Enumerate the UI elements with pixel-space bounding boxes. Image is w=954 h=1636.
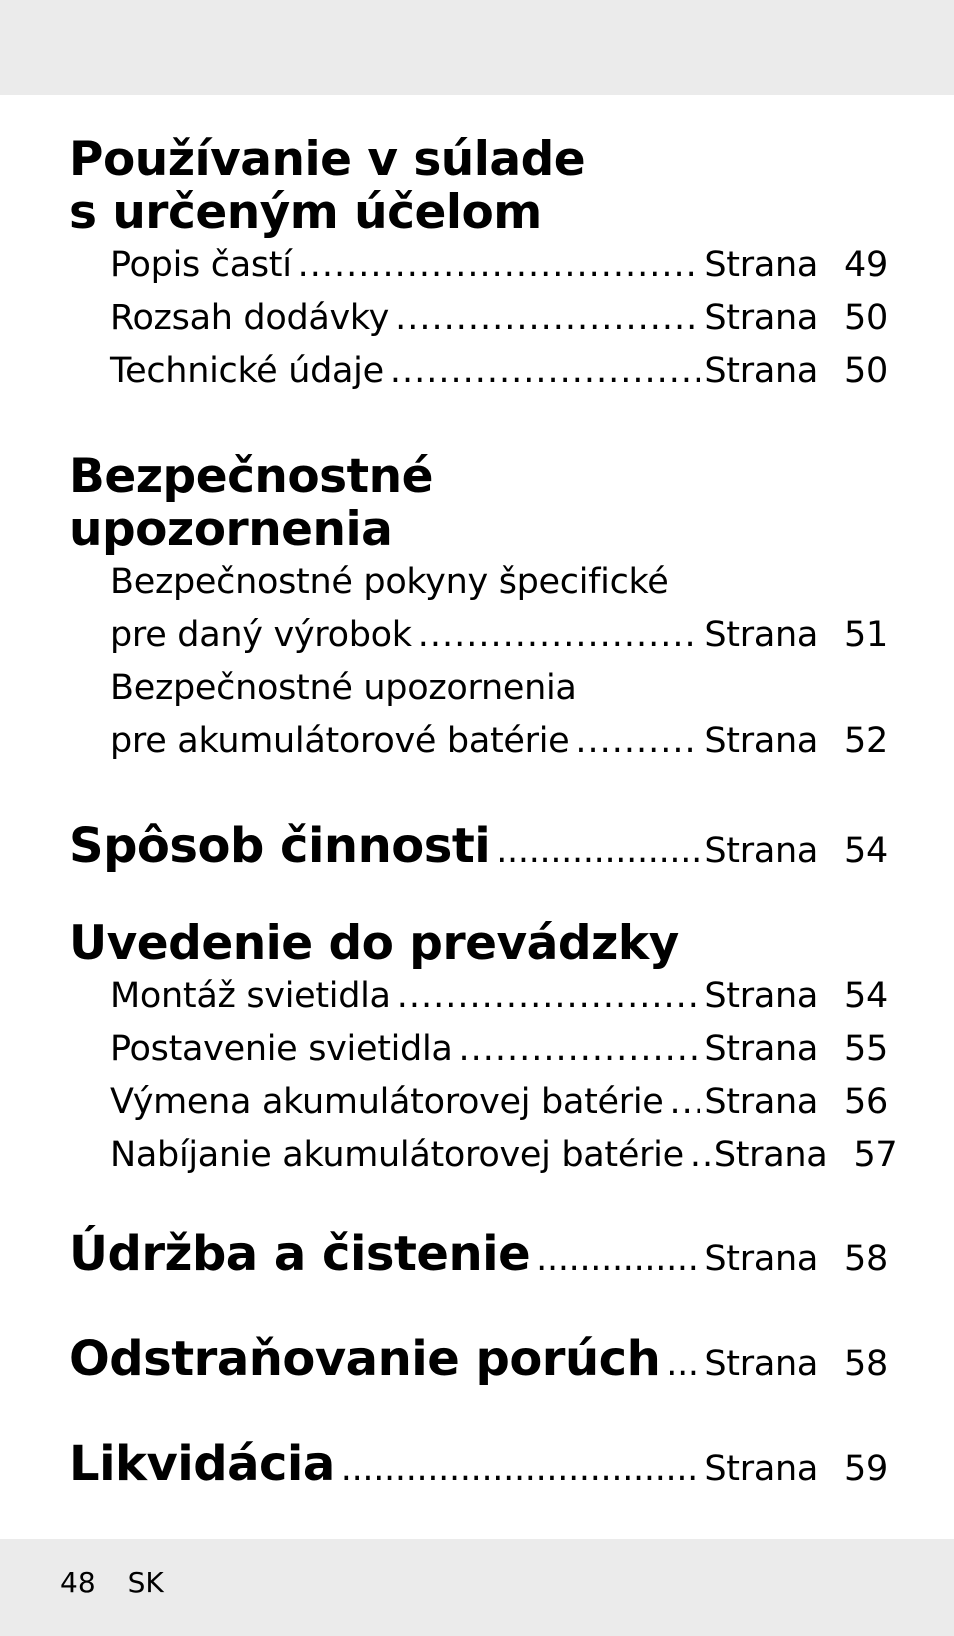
entry-page-number: 50	[844, 298, 888, 338]
dot-leader	[390, 345, 701, 398]
section-title: Používanie v súlade s určeným účelom	[69, 132, 586, 240]
dot-leader	[575, 715, 700, 768]
toc-section-startup	[69, 916, 898, 1182]
entry-label: Nabíjanie akumulátorovej batérie	[110, 1135, 684, 1175]
toc-entry[interactable]	[110, 292, 888, 345]
toc-entry[interactable]	[110, 1023, 888, 1076]
entry-label-line1: Bezpečnostné pokyny špecifické	[110, 562, 669, 602]
entry-page-word: Strana	[704, 1082, 818, 1122]
entry-page-number: 56	[844, 1082, 888, 1122]
entry-page-word: Strana	[704, 1344, 818, 1384]
entry-page-word: Strana	[704, 831, 818, 871]
section-title: Spôsob činnosti	[69, 818, 491, 874]
table-of-contents	[69, 132, 898, 1492]
entry-page-number: 51	[844, 615, 888, 655]
section-title: Bezpečnostné upozornenia	[69, 449, 433, 557]
entry-page-number: 58	[844, 1344, 888, 1384]
dot-leader	[418, 609, 701, 662]
entry-page-word: Strana	[704, 976, 818, 1016]
entry-page-word: Strana	[704, 1029, 818, 1069]
toc-entry-line1[interactable]	[110, 662, 884, 715]
entry-page-word: Strana	[704, 351, 818, 391]
dot-leader	[690, 1129, 710, 1182]
toc-section-safety	[69, 449, 888, 768]
section-title: Uvedenie do prevádzky	[69, 916, 679, 971]
toc-entry[interactable]	[110, 239, 888, 292]
entry-page-number: 58	[844, 1239, 888, 1279]
dot-leader	[395, 292, 700, 345]
entry-page-number: 57	[853, 1135, 898, 1175]
toc-section-maintenance[interactable]	[69, 1226, 888, 1282]
entry-label: Postavenie svietidla	[110, 1029, 453, 1069]
entry-label: Rozsah dodávky	[110, 298, 390, 338]
dot-leader	[670, 1076, 701, 1129]
entry-label-line1: Bezpečnostné upozornenia	[110, 668, 577, 708]
section-title: Odstraňovanie porúch	[69, 1331, 661, 1387]
toc-section-intended-use	[69, 132, 888, 398]
entry-page-number: 55	[844, 1029, 888, 1069]
dot-leader	[397, 970, 701, 1023]
entry-page-number: 49	[844, 245, 888, 285]
toc-entry[interactable]	[110, 715, 888, 768]
entry-label: Technické údaje	[110, 351, 384, 391]
entry-page-word: Strana	[704, 245, 818, 285]
toc-page	[0, 95, 954, 1539]
toc-section-disposal[interactable]	[69, 1436, 888, 1492]
entry-label: Popis častí	[110, 245, 292, 285]
entry-page-number: 50	[844, 351, 888, 391]
section-title: Likvidácia	[69, 1436, 335, 1492]
toc-section-troubleshooting[interactable]	[69, 1331, 888, 1387]
toc-entry[interactable]	[110, 345, 888, 398]
entry-label: pre akumulátorové batérie	[110, 721, 570, 761]
dot-leader	[536, 1239, 700, 1279]
entry-label: Montáž svietidla	[110, 976, 391, 1016]
dot-leader	[298, 239, 701, 292]
entry-page-word: Strana	[704, 1449, 818, 1489]
entry-page-number: 54	[844, 831, 888, 871]
dot-leader	[341, 1449, 701, 1489]
entry-page-number: 59	[844, 1449, 888, 1489]
entry-page-number: 52	[844, 721, 888, 761]
toc-entry[interactable]	[110, 1076, 888, 1129]
top-margin	[0, 0, 954, 95]
entry-page-word: Strana	[704, 615, 818, 655]
toc-entry[interactable]	[110, 1129, 898, 1182]
dot-leader	[496, 831, 700, 871]
entry-page-word: Strana	[713, 1135, 828, 1175]
toc-entry[interactable]	[110, 970, 888, 1023]
entry-label: pre daný výrobok	[110, 615, 412, 655]
footer-language: SK	[127, 1566, 164, 1599]
entry-page-word: Strana	[704, 1239, 818, 1279]
dot-leader	[666, 1344, 700, 1384]
entry-page-word: Strana	[704, 721, 818, 761]
toc-entry-line1[interactable]	[110, 556, 884, 609]
entry-label: Výmena akumulátorovej batérie	[110, 1082, 664, 1122]
dot-leader	[459, 1023, 701, 1076]
toc-section-function[interactable]	[69, 818, 888, 874]
page-footer	[60, 1566, 196, 1600]
toc-entry[interactable]	[110, 609, 888, 662]
footer-page-number: 48	[60, 1566, 96, 1599]
section-title: Údržba a čistenie	[69, 1226, 531, 1282]
entry-page-number: 54	[844, 976, 888, 1016]
entry-page-word: Strana	[704, 298, 818, 338]
